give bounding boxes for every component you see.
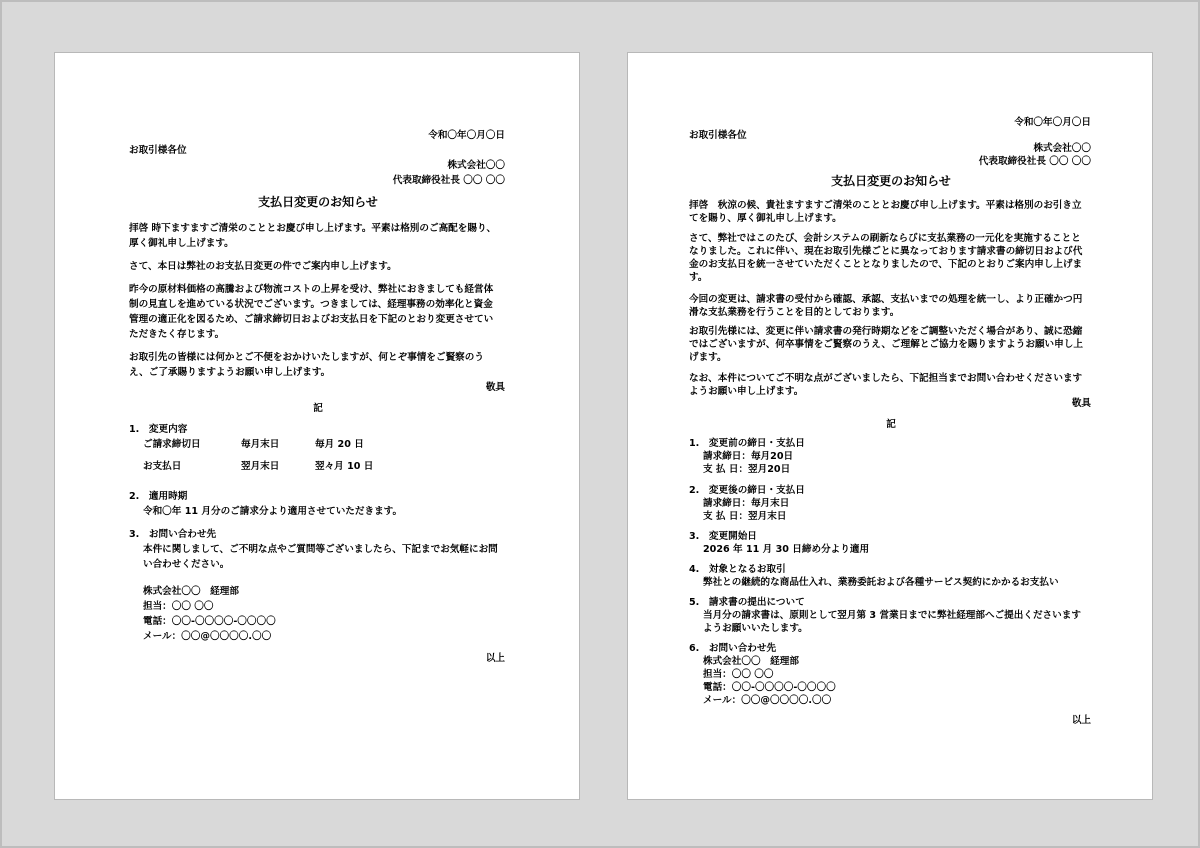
section-title: 1. 変更内容 <box>129 424 188 435</box>
section-body: 弊社との継続的な商品仕入れ、業務委託および各種サービス契約にかかるお支払い <box>703 577 1059 588</box>
paragraph-line: さて、弊社ではこのたび、会計システムの刷新ならびに支払業務の一元化を実施することと <box>689 233 1081 244</box>
section-title: 3. 変更開始日 <box>689 531 757 542</box>
paragraph-line: ではございますが、何卒事情をご賢察のうえ、ご理解とご協力を賜りますようお願い申し上 <box>689 339 1083 350</box>
recipient: お取引様各位 <box>129 145 187 156</box>
date: 令和〇年〇月〇日 <box>428 130 505 141</box>
ki-heading: 記 <box>886 419 896 430</box>
table-cell: 毎月 20 日 <box>315 439 364 450</box>
recipient: お取引様各位 <box>689 130 747 141</box>
paragraph-line: 管理の適正化を図るため、ご請求締切日およびお支払日を下記のとおり変更させてい <box>129 314 494 325</box>
contact-person: 担当：〇〇 〇〇 <box>703 669 774 680</box>
contact-person: 担当：〇〇 〇〇 <box>143 601 214 612</box>
section-title: 4. 対象となるお取引 <box>689 564 786 575</box>
section-body: 支 払 日：翌月末日 <box>703 511 787 522</box>
closing-ijou: 以上 <box>485 653 505 664</box>
section-title: 6. お問い合わせ先 <box>689 643 777 654</box>
section-title: 3. お問い合わせ先 <box>129 529 217 540</box>
paragraph-line: げます。 <box>689 352 727 363</box>
section-body: 令和〇年 11 月分のご請求分より適用させていただきます。 <box>143 506 403 517</box>
section-title: 1. 変更前の締日・支払日 <box>689 438 805 449</box>
paragraph-line: 拝啓 時下ますますご清栄のこととお慶び申し上げます。平素は格別のご高配を賜り、 <box>129 223 497 234</box>
section-title: 5. 請求書の提出について <box>689 597 805 608</box>
ki-heading: 記 <box>313 403 323 414</box>
section-body: 請求締日：毎月末日 <box>703 498 790 509</box>
paragraph-line: お取引先様には、変更に伴い請求書の発行時期などをご調整いただく場合があり、誠に恐縮 <box>689 326 1083 337</box>
paragraph-line: なお、本件についてご不明な点がございましたら、下記担当までお問い合わせくださいます <box>689 373 1083 384</box>
date: 令和〇年〇月〇日 <box>1014 117 1091 128</box>
paragraph-line: 制の見直しを進めている状況でございます。つきましては、経理事務の効率化と資金 <box>129 299 493 310</box>
paragraph-line: ようお願い申し上げます。 <box>689 386 804 397</box>
table-cell: ご請求締切日 <box>143 439 201 450</box>
section-body: ようお願いいたします。 <box>703 623 808 634</box>
paragraph-line: 滑な支払業務を行うことを目的としております。 <box>689 307 900 318</box>
section-body: 支 払 日：翌月20日 <box>703 464 791 475</box>
paragraph-line: え、ご了承賜りますようお願い申し上げます。 <box>129 367 331 378</box>
table-cell: 翌々月 10 日 <box>315 461 374 472</box>
paragraph-line: 金のお支払日を統一させていただくこととなりましたので、下記のとおりご案内申し上げま <box>689 259 1083 270</box>
table-cell: 毎月末日 <box>241 439 280 450</box>
section-body: 2026 年 11 月 30 日締め分より適用 <box>703 544 870 555</box>
paragraph-line: お取引先の皆様には何かとご不便をおかけいたしますが、何とぞ事情をご賢察のう <box>129 352 484 363</box>
closing-ijou: 以上 <box>1071 715 1091 726</box>
paragraph-line: 厚く御礼申し上げます。 <box>129 238 234 249</box>
document-page-1 <box>54 52 580 800</box>
contact-phone: 電話：〇〇-〇〇〇〇-〇〇〇〇 <box>143 616 276 627</box>
paragraph-line: てを賜り、厚く御礼申し上げます。 <box>689 213 842 224</box>
paragraph-line: 昨今の原材料価格の高騰および物流コストの上昇を受け、弊社におきましても経営体 <box>129 284 494 295</box>
page-title: 支払日変更のお知らせ <box>258 195 378 209</box>
paragraph-line: 今回の変更は、請求書の受付から確認、承認、支払いまでの処理を統一し、より正確かつ円 <box>689 294 1083 305</box>
closing-keigu: 敬具 <box>485 382 505 393</box>
table-cell: お支払日 <box>143 461 182 472</box>
paragraph-line: なりました。これに伴い、現在お取引先様ごとに異なっております請求書の締切日および代 <box>689 246 1083 257</box>
sender-company: 株式会社〇〇 <box>1033 143 1091 154</box>
paragraph-line: さて、本日は弊社のお支払日変更の件でご案内申し上げます。 <box>129 261 397 272</box>
section-title: 2. 変更後の締日・支払日 <box>689 485 805 496</box>
contact-phone: 電話：〇〇-〇〇〇〇-〇〇〇〇 <box>703 682 836 693</box>
table-cell: 翌月末日 <box>241 461 280 472</box>
section-title: 2. 適用時期 <box>129 491 188 502</box>
sender-company: 株式会社〇〇 <box>447 160 505 171</box>
closing-keigu: 敬具 <box>1071 398 1091 409</box>
section-body: 当月分の請求書は、原則として翌月第 3 営業日までに弊社経理部へご提出くださいます <box>703 610 1081 621</box>
sender-representative: 代表取締役社長 〇〇 〇〇 <box>978 156 1091 167</box>
sender-representative: 代表取締役社長 〇〇 〇〇 <box>392 175 505 186</box>
page-title: 支払日変更のお知らせ <box>831 174 951 188</box>
paragraph-line: ただきたく存じます。 <box>129 329 225 340</box>
document-page-2 <box>627 52 1153 800</box>
contact-company: 株式会社〇〇 経理部 <box>703 656 799 667</box>
contact-company: 株式会社〇〇 経理部 <box>143 586 239 597</box>
section-body: 請求締日：毎月20日 <box>703 451 794 462</box>
section-body: 本件に関しまして、ご不明な点やご質問等ございましたら、下記までお気軽にお問 <box>143 544 498 555</box>
contact-email: メール：〇〇@〇〇〇〇.〇〇 <box>143 631 272 642</box>
paragraph-line: す。 <box>689 272 708 283</box>
contact-email: メール：〇〇@〇〇〇〇.〇〇 <box>703 695 832 706</box>
paragraph-line: 拝啓 秋涼の候、貴社ますますご清栄のこととお慶び申し上げます。平素は格別のお引き立 <box>689 200 1082 211</box>
section-body: い合わせください。 <box>143 559 230 570</box>
